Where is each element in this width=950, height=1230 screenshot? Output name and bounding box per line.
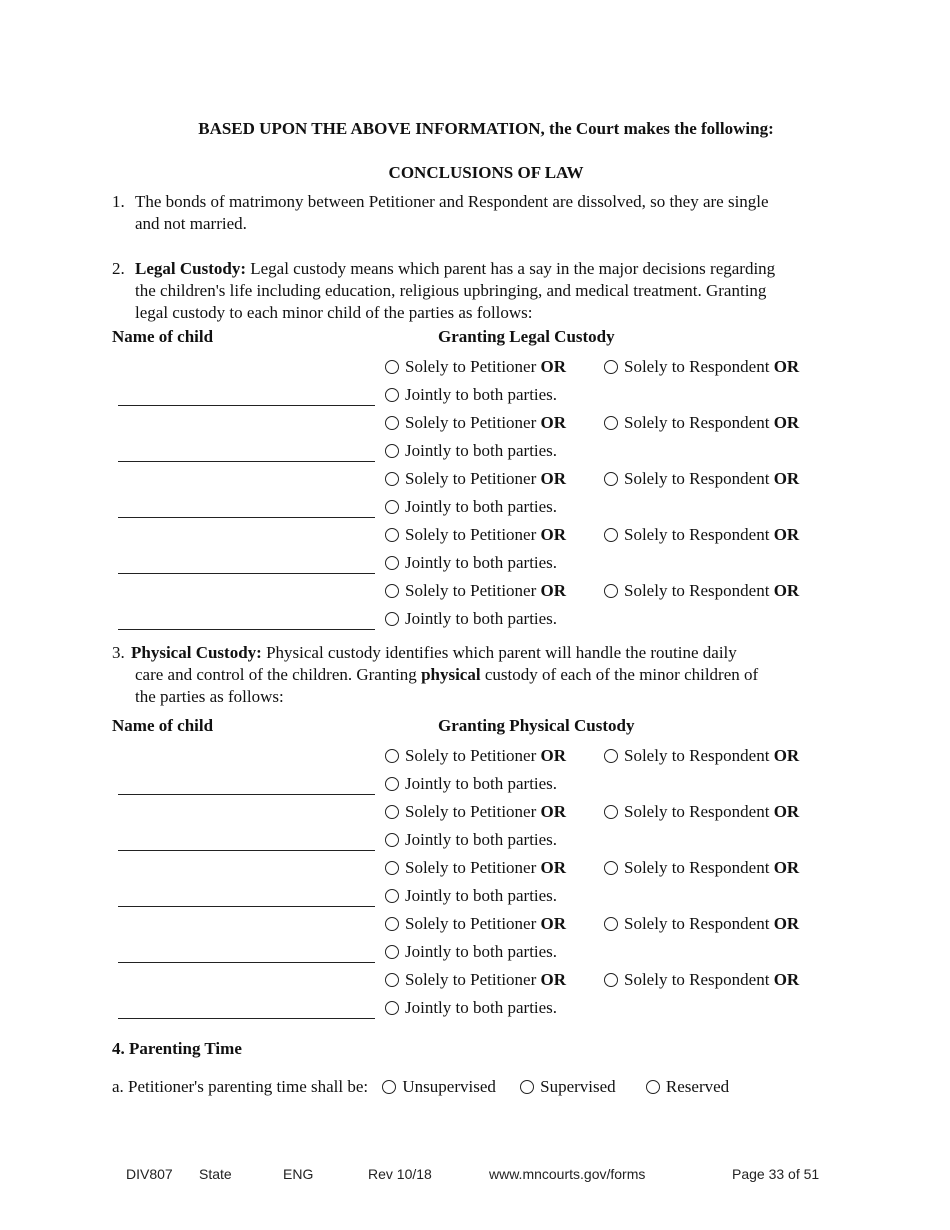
section-title: CONCLUSIONS OF LAW [388,163,584,182]
item-3-line-3: the parties as follows: [135,687,284,706]
jointly-radio[interactable] [385,1001,399,1015]
respondent-option[interactable] [604,745,799,767]
supervised-option[interactable] [520,1077,616,1096]
petitioner-radio[interactable] [385,917,399,931]
supervised-label: Supervised [540,1077,616,1096]
item-2-legal-custody [112,258,852,324]
petitioner-option[interactable] [385,969,566,991]
respondent-label: Solely to Respondent [624,746,774,765]
intro-heading: BASED UPON THE ABOVE INFORMATION, the Court makes the following: [198,119,774,138]
item-3-line-1 [131,642,737,664]
jointly-option[interactable] [385,885,557,907]
legal-custody-label: Legal Custody: [135,259,246,278]
physical-custody-row [0,745,950,801]
petitioner-label: Solely to Petitioner [405,970,541,989]
item-3-line-1-rest: Physical custody identifies which parent will handle the routine daily [261,643,737,662]
physical-col-granting: Granting Physical Custody [438,716,635,735]
legal-custody-row [0,468,950,524]
or-label: OR [773,914,800,933]
child-name-line[interactable] [118,1018,375,1019]
or-label: OR [540,858,567,877]
respondent-option[interactable] [604,468,799,490]
petitioner-option[interactable] [385,857,566,879]
petitioner-option[interactable] [385,745,566,767]
jointly-option[interactable] [385,496,557,518]
jointly-radio[interactable] [385,388,399,402]
petitioner-option[interactable] [385,412,566,434]
reserved-label: Reserved [665,1077,730,1096]
reserved-option[interactable] [646,1077,729,1096]
respondent-label: Solely to Respondent [624,802,774,821]
child-name-line[interactable] [118,517,375,518]
or-label: OR [540,970,567,989]
legal-col-granting: Granting Legal Custody [438,327,615,346]
physical-word: physical [421,665,481,684]
item-3-physical-custody [112,642,852,708]
petitioner-radio[interactable] [385,749,399,763]
respondent-label: Solely to Respondent [624,970,774,989]
petitioner-radio[interactable] [385,528,399,542]
jointly-label: Jointly to both parties. [405,441,558,460]
jointly-label: Jointly to both parties. [405,385,558,404]
respondent-radio[interactable] [604,749,618,763]
petitioner-radio[interactable] [385,805,399,819]
legal-custody-row [0,356,950,412]
legal-col-name-of-child: Name of child [112,327,214,346]
jointly-radio[interactable] [385,945,399,959]
respondent-radio[interactable] [604,805,618,819]
petitioner-radio[interactable] [385,973,399,987]
physical-custody-label: Physical Custody: [131,643,262,662]
item-2-line-3: legal custody to each minor child of the parties as follows: [135,303,533,322]
footer-revision: Rev 10/18 [368,1166,432,1182]
item-3-line-2-a: care and control of the children. Granting [135,665,422,684]
or-label: OR [540,413,567,432]
jointly-option[interactable] [385,608,557,630]
jointly-radio[interactable] [385,889,399,903]
or-label: OR [540,581,567,600]
parenting-time-title: 4. Parenting Time [112,1039,242,1058]
or-label: OR [773,525,800,544]
or-label: OR [540,525,567,544]
petitioner-label: Solely to Petitioner [405,469,541,488]
jointly-option[interactable] [385,773,557,795]
petitioner-radio[interactable] [385,416,399,430]
child-name-line[interactable] [118,405,375,406]
jointly-radio[interactable] [385,500,399,514]
physical-col-name-of-child: Name of child [112,716,214,735]
item-1-line-2: and not married. [135,214,247,233]
petitioner-label: Solely to Petitioner [405,802,541,821]
legal-custody-row [0,412,950,468]
petitioner-option[interactable] [385,801,566,823]
item-1-number: 1. [112,192,125,211]
physical-custody-row [0,857,950,913]
respondent-option[interactable] [604,580,799,602]
respondent-radio[interactable] [604,973,618,987]
reserved-radio[interactable] [646,1080,660,1094]
or-label: OR [773,469,800,488]
petitioner-radio[interactable] [385,472,399,486]
respondent-option[interactable] [604,524,799,546]
jointly-option[interactable] [385,440,557,462]
petitioner-label: Solely to Petitioner [405,357,541,376]
jointly-label: Jointly to both parties. [405,553,558,572]
unsupervised-label: Unsupervised [402,1077,496,1096]
respondent-radio[interactable] [604,917,618,931]
item-1 [112,191,852,235]
respondent-label: Solely to Respondent [624,858,774,877]
jointly-label: Jointly to both parties. [405,609,558,628]
child-name-line[interactable] [118,962,375,963]
jointly-radio[interactable] [385,833,399,847]
petitioner-label: Solely to Petitioner [405,581,541,600]
petitioner-radio[interactable] [385,584,399,598]
footer-url: www.mncourts.gov/forms [489,1166,646,1182]
item-2-line-1-rest: Legal custody means which parent has a say in the major decisions regarding [245,259,776,278]
child-name-line[interactable] [118,794,375,795]
or-label: OR [540,746,567,765]
or-label: OR [773,413,800,432]
child-name-line[interactable] [118,629,375,630]
respondent-radio[interactable] [604,472,618,486]
petitioner-option[interactable] [385,524,566,546]
respondent-option[interactable] [604,857,799,879]
respondent-label: Solely to Respondent [624,581,774,600]
or-label: OR [773,746,800,765]
child-name-line[interactable] [118,850,375,851]
jointly-label: Jointly to both parties. [405,886,558,905]
item-2-number: 2. [112,259,125,278]
respondent-label: Solely to Respondent [624,469,774,488]
jointly-radio[interactable] [385,777,399,791]
legal-custody-row [0,580,950,636]
respondent-radio[interactable] [604,861,618,875]
footer-form-id: DIV807 [126,1166,173,1182]
physical-custody-row [0,913,950,969]
respondent-label: Solely to Respondent [624,525,774,544]
respondent-option[interactable] [604,913,799,935]
respondent-option[interactable] [604,801,799,823]
respondent-label: Solely to Respondent [624,914,774,933]
or-label: OR [540,914,567,933]
jointly-radio[interactable] [385,444,399,458]
respondent-label: Solely to Respondent [624,357,774,376]
or-label: OR [540,469,567,488]
child-name-line[interactable] [118,573,375,574]
respondent-label: Solely to Respondent [624,413,774,432]
unsupervised-radio[interactable] [382,1080,396,1094]
item-2-line-2: the children's life including education, religious upbringing, and medical treatment. Granting [135,281,767,300]
petitioner-option[interactable] [385,356,566,378]
or-label: OR [773,357,800,376]
child-name-line[interactable] [118,461,375,462]
petitioner-label: Solely to Petitioner [405,525,541,544]
jointly-radio[interactable] [385,556,399,570]
jointly-option[interactable] [385,941,557,963]
parenting-time-row [112,1077,729,1097]
or-label: OR [540,802,567,821]
petitioner-option[interactable] [385,913,566,935]
jointly-option[interactable] [385,384,557,406]
respondent-radio[interactable] [604,416,618,430]
footer-state: State [199,1166,232,1182]
jointly-label: Jointly to both parties. [405,942,558,961]
item-2-line-1 [135,258,775,280]
jointly-label: Jointly to both parties. [405,497,558,516]
petitioner-option[interactable] [385,580,566,602]
or-label: OR [773,970,800,989]
petitioner-label: Solely to Petitioner [405,413,541,432]
petitioner-option[interactable] [385,468,566,490]
petitioner-radio[interactable] [385,861,399,875]
respondent-radio[interactable] [604,528,618,542]
child-name-line[interactable] [118,906,375,907]
or-label: OR [540,357,567,376]
jointly-option[interactable] [385,552,557,574]
item-3-line-2 [135,664,758,686]
jointly-radio[interactable] [385,612,399,626]
respondent-radio[interactable] [604,584,618,598]
physical-custody-row [0,801,950,857]
respondent-option[interactable] [604,356,799,378]
physical-custody-row [0,969,950,1025]
or-label: OR [773,581,800,600]
item-1-line-1: The bonds of matrimony between Petitioner and Respondent are dissolved, so they are single [135,192,769,211]
petitioner-label: Solely to Petitioner [405,914,541,933]
legal-custody-row [0,524,950,580]
footer-language: ENG [283,1166,314,1182]
petitioner-label: Solely to Petitioner [405,746,541,765]
unsupervised-option[interactable] [382,1077,495,1096]
jointly-label: Jointly to both parties. [405,998,558,1017]
jointly-option[interactable] [385,997,557,1019]
or-label: OR [773,858,800,877]
footer-page-number: Page 33 of 51 [732,1166,820,1182]
petitioner-label: Solely to Petitioner [405,858,541,877]
respondent-option[interactable] [604,969,799,991]
petitioner-radio[interactable] [385,360,399,374]
jointly-option[interactable] [385,829,557,851]
jointly-label: Jointly to both parties. [405,830,558,849]
or-label: OR [773,802,800,821]
respondent-radio[interactable] [604,360,618,374]
jointly-label: Jointly to both parties. [405,774,558,793]
item-3-number: 3. [112,643,125,662]
parenting-time-prompt: a. Petitioner's parenting time shall be: [112,1077,369,1096]
item-3-line-2-b: custody of each of the minor children of [480,665,759,684]
respondent-option[interactable] [604,412,799,434]
supervised-radio[interactable] [520,1080,534,1094]
